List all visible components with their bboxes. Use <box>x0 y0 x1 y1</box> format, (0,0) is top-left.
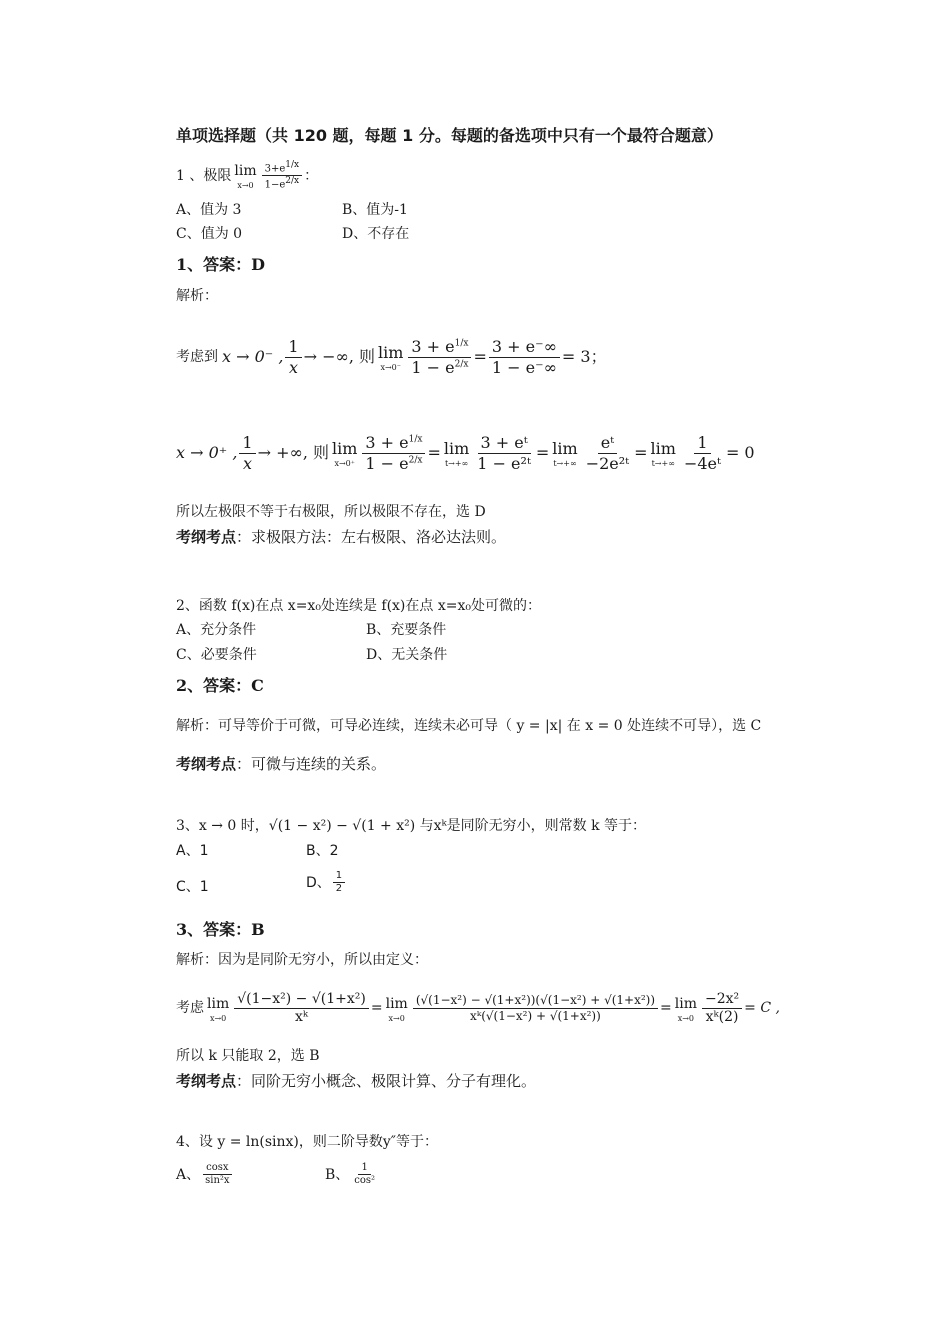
q2-key-points: 考纲考点：可微与连续的关系。 <box>176 755 387 773</box>
q1-analysis-line-1: 考虑到 x → 0⁻ , 1 x → −∞, 则 lim x→0⁻ $\frac{3 + e^{1/x}}{1 - e^{2/x}}$ = $\frac{3 + e^-\infty}{1 - e^-\infty}$ = 3； <box>176 337 607 377</box>
question-1-stem: 1 、极限 lim x→0 $\frac{3+e^{1/x}}{1-e^{2/x}}$ ： <box>176 160 319 191</box>
q1-option-d: D、不存在 <box>342 226 410 242</box>
q4-option-b: B、 1 cos² <box>325 1162 376 1186</box>
q1-conclusion: 所以左极限不等于右极限，所以极限不存在，选 D <box>176 504 486 520</box>
q3-option-a: A、1 <box>176 843 209 859</box>
q2-answer: 2、答案：C <box>176 676 264 695</box>
q1-option-c: C、值为 0 <box>176 226 243 242</box>
q1-option-a: A、值为 3 <box>176 202 242 218</box>
section-header: 单项选择题（共 120 题，每题 1 分。每题的备选项中只有一个最符合题意） <box>176 126 723 145</box>
q3-option-b: B、2 <box>306 843 339 859</box>
q2-option-d: D、无关条件 <box>366 647 448 663</box>
q3-conclusion: 所以 k 只能取 2，选 B <box>176 1048 320 1064</box>
q4-option-a: A、 cosx sin²x <box>176 1162 230 1186</box>
q1-analysis-line-2: x → 0⁺ , 1 x → +∞, 则 lim x→0⁺ $\frac{3 + e^{1/x}}{1 - e^{2/x}}$ = lim t→+∞ $\frac{\text{3 + eᵗ}}{\text{1 − e²ᵗ}}$ = lim t→+∞ $\frac{\text{eᵗ}}{\text{−2e²ᵗ}}$ = lim t→+∞ $\frac{1}{\text{−4eᵗ}}$ = 0 <box>176 433 755 473</box>
q1-answer: 1、答案：D <box>176 255 266 274</box>
q1-key-points: 考纲考点：求极限方法：左右极限、洛必达法则。 <box>176 528 507 546</box>
q3-key-points: 考纲考点：同阶无穷小概念、极限计算、分子有理化。 <box>176 1072 537 1090</box>
q1-fraction: $\frac{3+e^{1/x}}{1-e^{2/x}}$ <box>262 160 303 192</box>
question-3-stem: 3、x → 0 时，√(1 − x²) − √(1 + x²) 与xᵏ是同阶无穷小，则常数 k 等于： <box>176 818 647 834</box>
q2-analysis: 解析：可导等价于可微，可导必连续，连续未必可导（ y = |x| 在 x = 0 处连续不可导），选 C <box>176 718 762 734</box>
question-4-stem: 4、设 y = ln(sinx)，则二阶导数y″等于： <box>176 1134 439 1150</box>
q1-stem-prefix: 1 、极限 <box>176 167 232 184</box>
q3-option-d: D、 1 2 <box>306 870 347 895</box>
q3-option-c: C、1 <box>176 879 209 895</box>
q3-derivation: 考虑 lim x→0 $\frac{\text{√(1−x²) − √(1+x²)}}{\text{xᵏ}}$ = lim x→0 $\frac{\text{(√(1−x²) − √(1+x²))(√(1−x²) + √(1+x²))}}{\text{xᵏ(√(1−x²) + √(1+x²))}}$ = lim x→0 $\frac{\text{−2x²}}{\text{xᵏ(2)}}$ = C , <box>176 990 780 1025</box>
q2-option-c: C、必要条件 <box>176 647 257 663</box>
q1-option-b: B、值为-1 <box>342 202 408 218</box>
q2-option-b: B、充要条件 <box>366 622 447 638</box>
q3-answer: 3、答案：B <box>176 920 265 939</box>
q1-limit: lim x→0 <box>234 163 257 191</box>
question-2-stem: 2、函数 f(x)在点 x=x₀处连续是 f(x)在点 x=x₀处可微的： <box>176 598 541 614</box>
q2-option-a: A、充分条件 <box>176 622 257 638</box>
q3-analysis: 解析：因为是同阶无穷小，所以由定义： <box>176 952 428 968</box>
q1-analysis-label: 解析： <box>176 288 218 304</box>
